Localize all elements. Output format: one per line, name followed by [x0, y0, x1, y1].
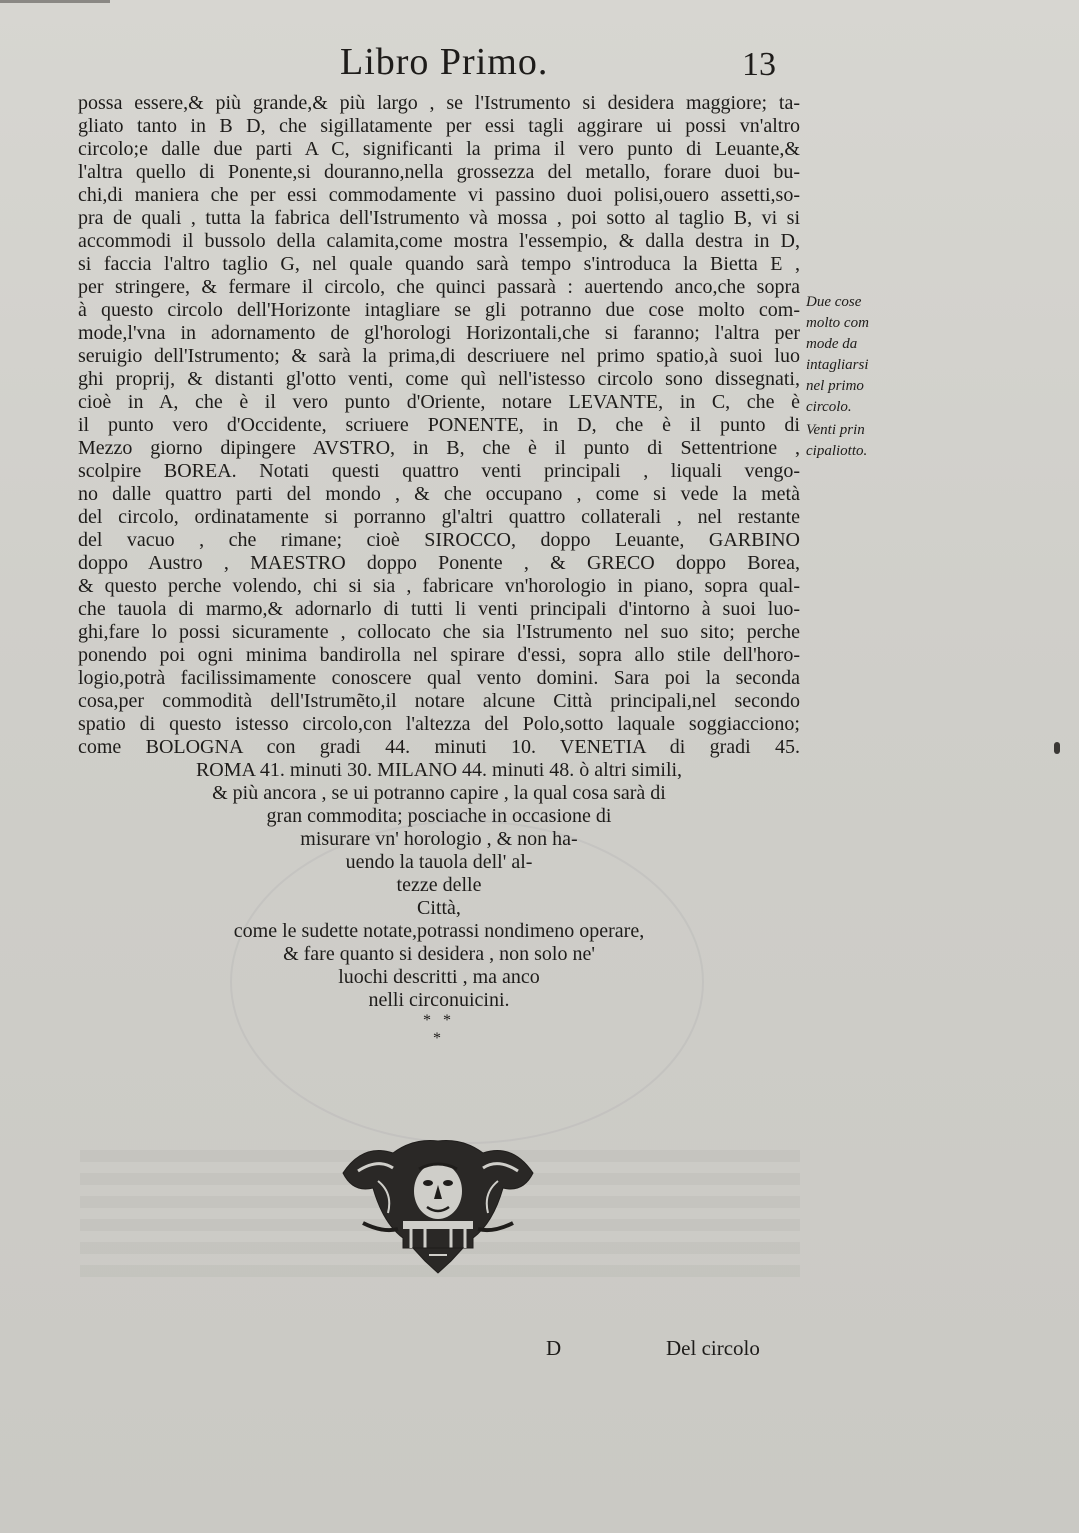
margin-note-line: molto com — [806, 315, 869, 331]
text-line: mode,l'vna in adornamento de gl'horologi Horizontali,che si faranno; l'altra per — [78, 322, 800, 344]
margin-note-line: Due cose — [806, 294, 862, 310]
page-header — [0, 40, 1079, 90]
margin-note-line: mode da — [806, 336, 858, 352]
tapered-text-line: come le sudette notate,potrassi nondimeno operare, — [233, 920, 645, 942]
catchword: Del circolo — [666, 1336, 760, 1360]
margin-note-line: cipaliotto. — [806, 443, 868, 459]
text-line: ghi proprij, & distanti gl'otto venti, come quì nell'istesso circolo sono dissegnati, — [78, 368, 800, 390]
text-line: chi,di maniera che per essi commodamente vi passino duoi polisi,ouero assetti,so- — [78, 184, 800, 206]
text-line: per stringere, & fermare il circolo, che quinci passarà : auertendo anco,che sopra — [78, 276, 800, 298]
text-line: possa essere,& più grande,& più largo , se l'Istrumento si desidera maggiore; ta- — [78, 92, 800, 114]
text-line: & questo perche volendo, chi si sia , fabricare vn'horologio in piano, sopra qual- — [78, 575, 800, 597]
text-line: à questo circolo dell'Horizonte intagliare se gli potranno due cose molto com- — [78, 299, 800, 321]
text-line: del vacuo , che rimane; cioè SIROCCO, doppo Leuante, GARBINO — [78, 529, 800, 551]
text-line: scolpire BOREA. Notati questi quattro venti principali , liquali vengo- — [78, 460, 800, 482]
asterisk-icon: * — [433, 1030, 445, 1047]
text-line: come BOLOGNA con gradi 44. minuti 10. VENETIA di gradi 45. — [78, 736, 800, 758]
margin-note-line: intagliarsi — [806, 357, 869, 373]
tapered-text-line: & fare quanto si desidera , non solo ne' — [283, 943, 595, 965]
text-line: no dalle quattro parti del mondo , & che occupano , come si vede la metà — [78, 483, 800, 505]
text-line: seruigio dell'Istrumento; & sarà la prima,di descriuere nel primo spatio,à suoi luo — [78, 345, 800, 367]
text-line: gliato tanto in B D, che sigillatamente per essi tagli aggirare ui possi vn'altro — [78, 115, 800, 137]
tapered-text-line: gran commodita; posciache in occasione di — [266, 805, 612, 827]
text-line: accommodi il bussolo della calamita,come mostra l'essempio, & dalla destra in D, — [78, 230, 800, 252]
tapered-text-line: nelli circonuicini. — [368, 989, 510, 1011]
text-line: ponendo poi ogni minima bandirolla nel spirare d'essi, sopra allo stile dell'horo- — [78, 644, 800, 666]
tapered-text-line: misurare vn' horologio , & non ha- — [300, 828, 578, 850]
margin-note-line: Venti prin — [806, 422, 865, 438]
page-number: 13 — [742, 46, 776, 83]
signature-mark: D — [546, 1336, 562, 1360]
text-line: spatio di questo istesso circolo,con l'altezza del Polo,sotto laquale soggiacciono; — [78, 713, 800, 735]
grotesque-mask-vignette-icon — [333, 1133, 543, 1275]
margin-note-line: nel primo — [806, 378, 864, 394]
main-text-block — [78, 92, 800, 1048]
tapered-text-line: tezze delle — [396, 874, 482, 896]
text-line: ghi,fare lo possi sicuramente , collocato che sia l'Istrumento nel suo sito; perche — [78, 621, 800, 643]
running-title: Libro Primo. — [340, 41, 549, 83]
text-line: si faccia l'altro taglio G, nel quale quando sarà tempo s'introduca la Bietta E , — [78, 253, 800, 275]
asterism-icon: * * — [423, 1012, 455, 1029]
text-line: l'altra quello di Ponente,si douranno,nella grossezza del metallo, forare duoi bu- — [78, 161, 800, 183]
text-line: cosa,per commodità dell'Istrumẽto,il notare alcune Città principali,nel secondo — [78, 690, 800, 712]
page-edge-mark — [0, 0, 110, 3]
text-line: che tauola di marmo,& adornarlo di tutti li venti principali d'intorno à suoi luo- — [78, 598, 800, 620]
text-line: pra de quali , tutta la fabrica dell'Istrumento và mossa , poi sotto al taglio B, vi si — [78, 207, 800, 229]
tapered-text-line: uendo la tauola dell' al- — [345, 851, 533, 873]
margin-notes — [806, 292, 896, 462]
ink-spot — [1054, 742, 1060, 754]
text-line: doppo Austro , MAESTRO doppo Ponente , & GRECO doppo Borea, — [78, 552, 800, 574]
text-line: logio,potrà facilissimamente conoscere qual vento domini. Sara poi la seconda — [78, 667, 800, 689]
margin-note-line: circolo. — [806, 399, 852, 415]
tapered-text-line: luochi descritti , ma anco — [338, 966, 540, 988]
text-line: Mezzo giorno dipingere AVSTRO, in B, che è il punto di Settentrione , — [78, 437, 800, 459]
text-line: il punto vero d'Occidente, scriuere PONENTE, in D, che è il punto di — [78, 414, 800, 436]
text-line: circolo;e dalle due parti A C, significanti la prima il vero punto di Leuante,& — [78, 138, 800, 160]
tapered-text-line: Città, — [417, 897, 461, 919]
tapered-text-line: ROMA 41. minuti 30. MILANO 44. minuti 48. ò altri simili, — [195, 759, 683, 781]
text-line: del circolo, ordinatamente si porranno gl'altri quattro collaterali , nel restante — [78, 506, 800, 528]
tapered-text-line: & più ancora , se ui potranno capire , la qual cosa sarà di — [212, 782, 666, 804]
text-line: cioè in A, che è il vero punto d'Oriente, notare LEVANTE, in C, che è — [78, 391, 800, 413]
